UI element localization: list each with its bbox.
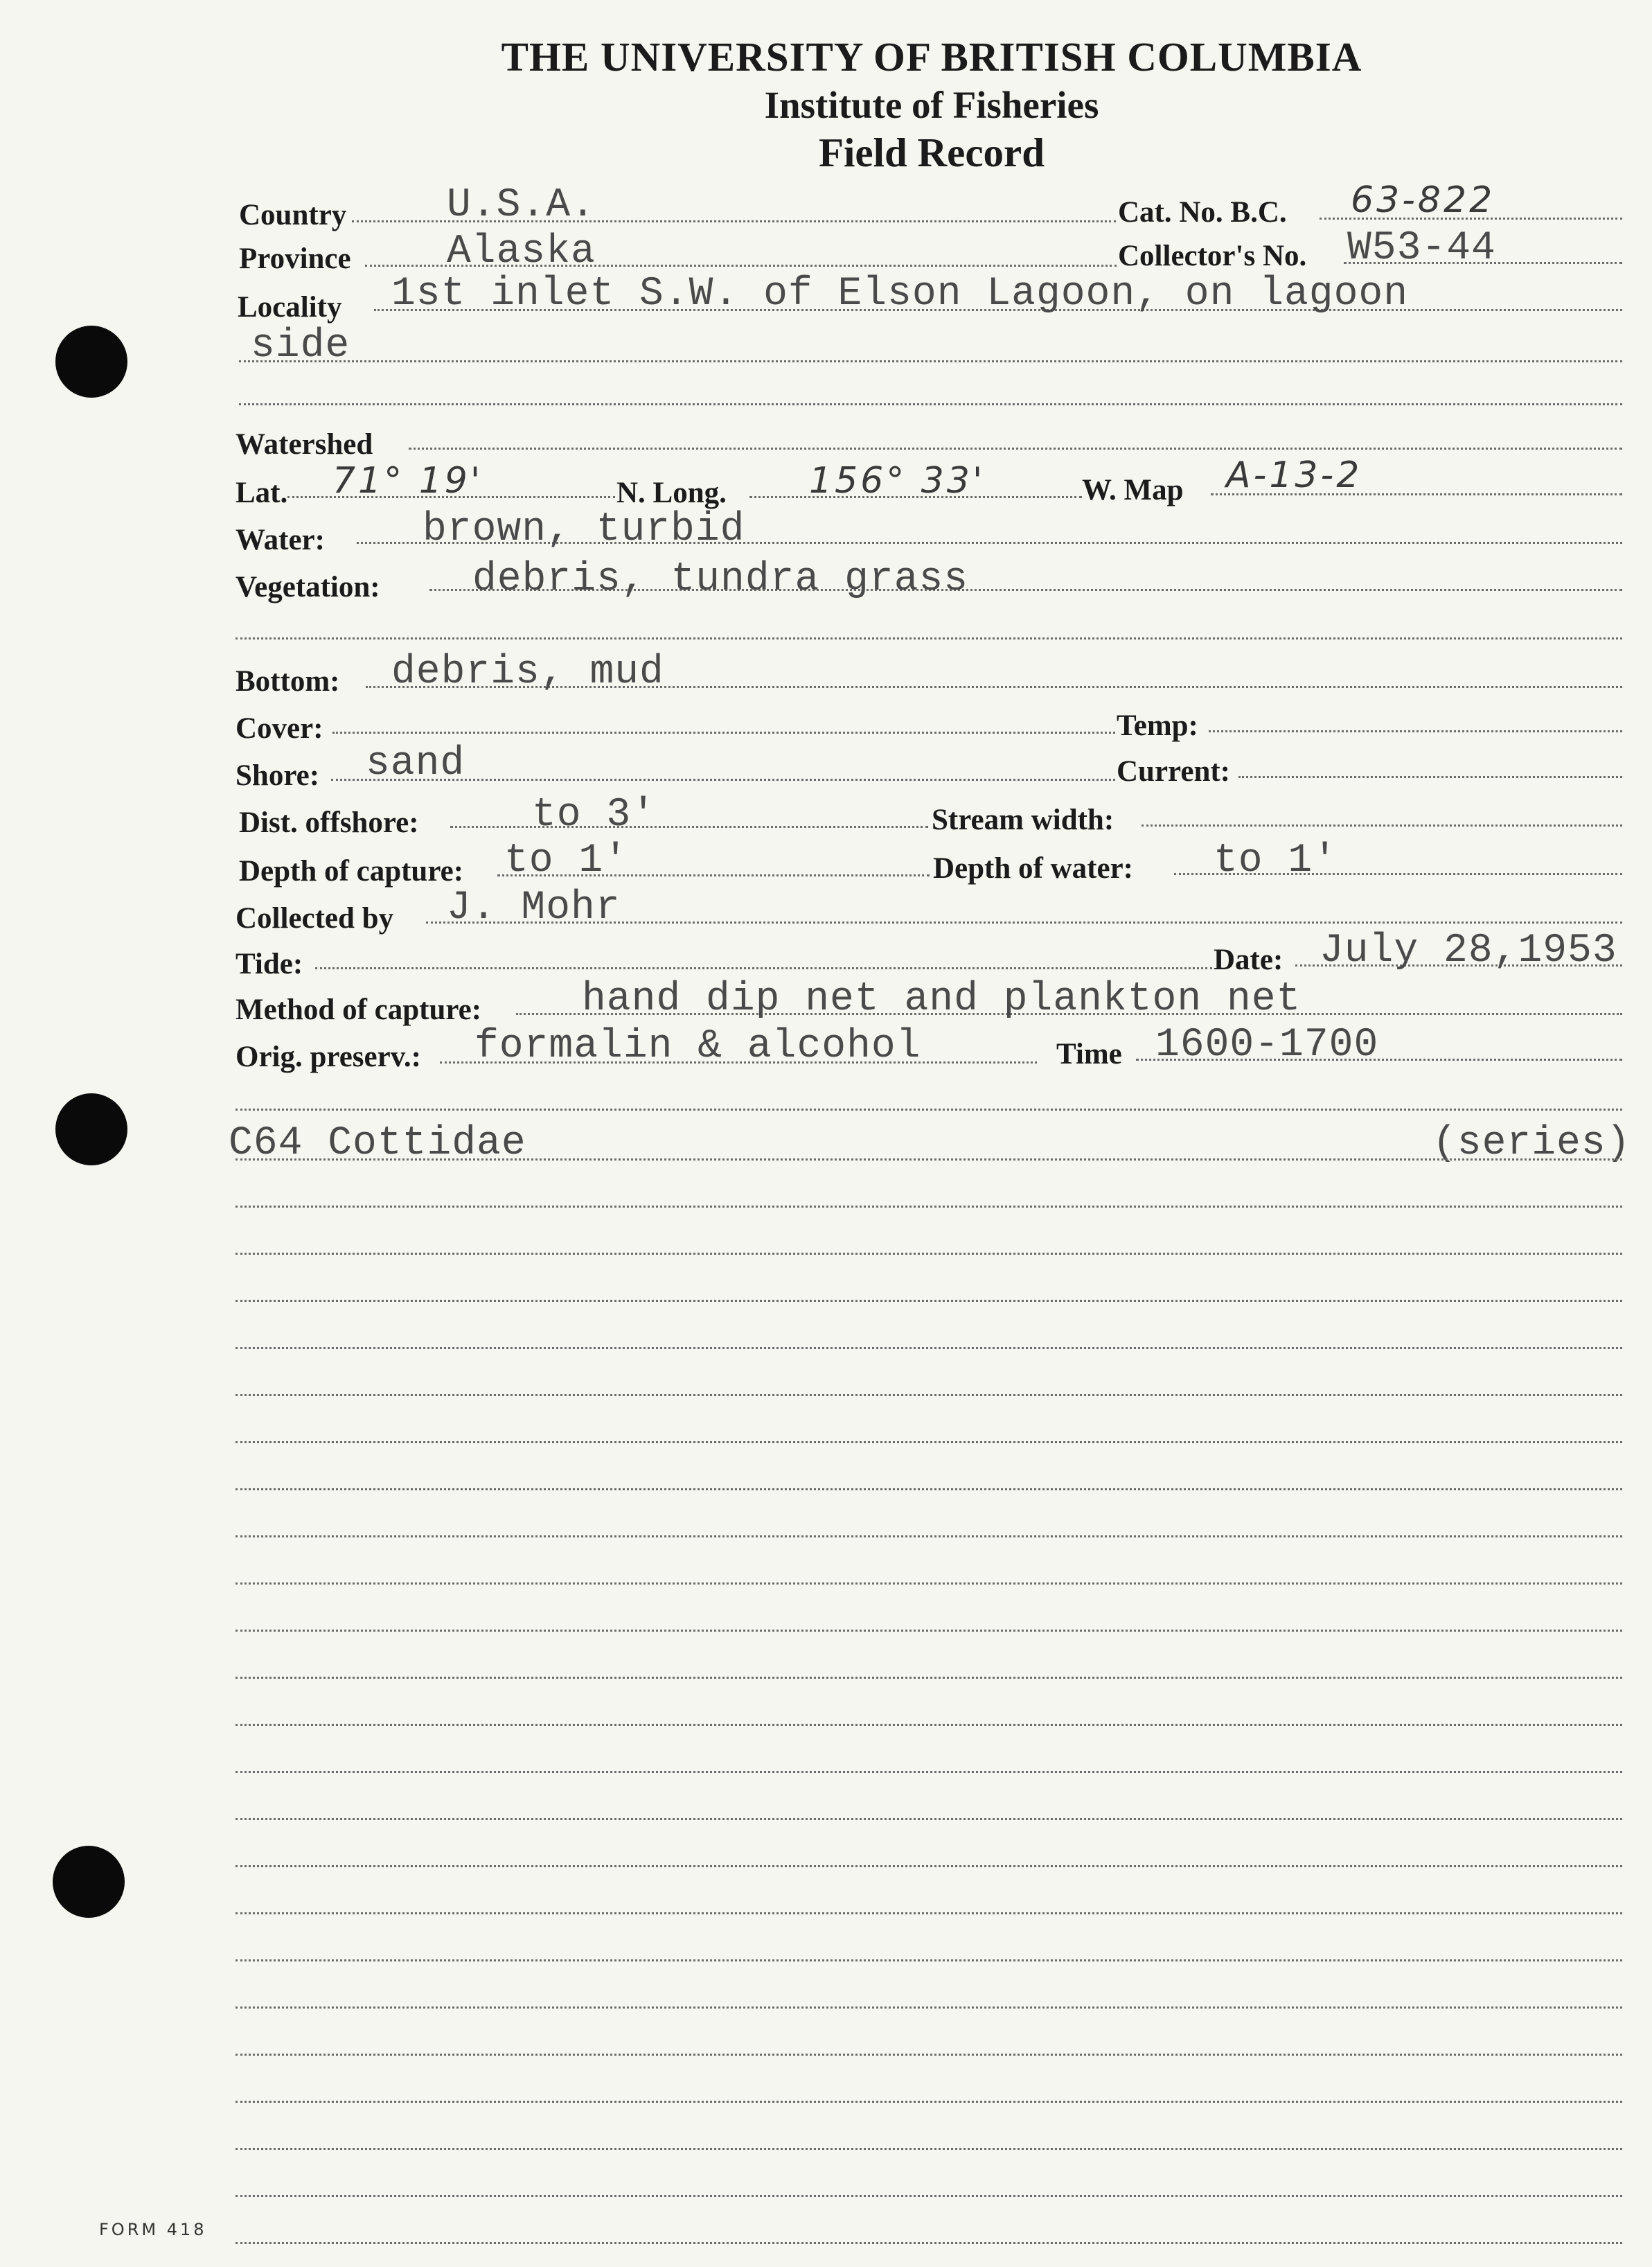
long-label: N. Long. bbox=[616, 477, 727, 509]
stream-width-label: Stream width: bbox=[932, 804, 1114, 836]
dist-offshore-label: Dist. offshore: bbox=[239, 806, 419, 839]
long-value: 156° 33' bbox=[809, 460, 986, 502]
bottom-label: Bottom: bbox=[236, 665, 340, 698]
specimen-note: (series) bbox=[1432, 1121, 1631, 1166]
dist-offshore-value: to 3' bbox=[532, 793, 657, 838]
water-label: Water: bbox=[236, 524, 325, 556]
locality-label: Locality bbox=[238, 291, 342, 324]
cover-label: Cover: bbox=[236, 712, 323, 745]
locality-value-line1: 1st inlet S.W. of Elson Lagoon, on lagoon bbox=[391, 272, 1409, 317]
lat-value: 71° 19' bbox=[332, 460, 483, 502]
vegetation-value: debris, tundra grass bbox=[472, 557, 969, 602]
vegetation-label: Vegetation: bbox=[236, 571, 380, 603]
depth-capture-value: to 1' bbox=[504, 838, 629, 883]
depth-capture-label: Depth of capture: bbox=[239, 855, 464, 888]
collectors-no-label: Collector's No. bbox=[1118, 240, 1307, 272]
tide-label: Tide: bbox=[236, 948, 303, 980]
form-title: Field Record bbox=[818, 130, 1045, 175]
form-number: FORM 418 bbox=[99, 2220, 207, 2239]
water-value: brown, turbid bbox=[423, 507, 745, 552]
depth-water-label: Depth of water: bbox=[933, 852, 1133, 885]
bottom-value: debris, mud bbox=[391, 650, 664, 695]
method-label: Method of capture: bbox=[236, 994, 482, 1026]
method-value: hand dip net and plankton net bbox=[582, 977, 1302, 1022]
province-label: Province bbox=[239, 242, 351, 275]
watershed-label: Watershed bbox=[236, 428, 373, 461]
orig-preserv-value: formalin & alcohol bbox=[474, 1024, 921, 1069]
date-value: July 28,1953 bbox=[1320, 928, 1617, 973]
collected-by-label: Collected by bbox=[236, 902, 394, 935]
specimen-entry: C64 Cottidae bbox=[229, 1121, 526, 1166]
map-label: W. Map bbox=[1082, 474, 1184, 506]
institute-heading: Institute of Fisheries bbox=[764, 84, 1099, 126]
map-value: A-13-2 bbox=[1226, 455, 1362, 496]
collected-by-value: J. Mohr bbox=[447, 885, 621, 930]
locality-value-line2: side bbox=[251, 324, 350, 369]
country-value: U.S.A. bbox=[447, 183, 596, 228]
cat-no-value: 63-822 bbox=[1351, 179, 1495, 221]
shore-value: sand bbox=[366, 741, 465, 786]
country-label: Country bbox=[239, 199, 347, 231]
punch-hole bbox=[55, 326, 127, 398]
lat-label: Lat. bbox=[236, 477, 288, 509]
time-label: Time bbox=[1056, 1038, 1122, 1070]
collectors-no-value: W53-44 bbox=[1347, 226, 1496, 271]
depth-water-value: to 1' bbox=[1214, 838, 1338, 883]
province-value: Alaska bbox=[447, 229, 596, 274]
punch-hole bbox=[55, 1093, 127, 1165]
shore-label: Shore: bbox=[236, 759, 320, 792]
orig-preserv-label: Orig. preserv.: bbox=[236, 1041, 421, 1073]
current-label: Current: bbox=[1117, 755, 1231, 788]
temp-label: Temp: bbox=[1117, 709, 1198, 742]
cat-no-label: Cat. No. B.C. bbox=[1118, 196, 1287, 229]
punch-hole bbox=[53, 1846, 125, 1918]
date-label: Date: bbox=[1214, 944, 1284, 976]
university-heading: THE UNIVERSITY OF BRITISH COLUMBIA bbox=[501, 34, 1362, 80]
time-value: 1600-1700 bbox=[1155, 1023, 1379, 1068]
